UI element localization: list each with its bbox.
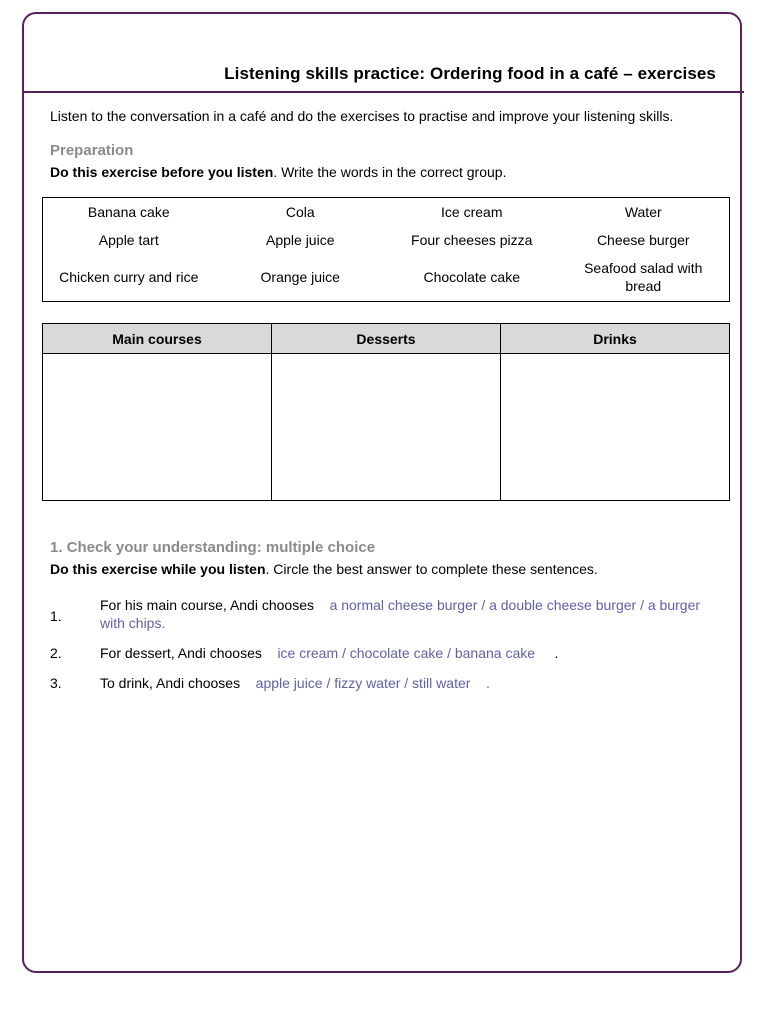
word-item: Orange juice bbox=[260, 269, 340, 285]
word-bank-row bbox=[43, 198, 729, 226]
word-bank-table bbox=[43, 198, 729, 300]
desserts-answer-cell[interactable] bbox=[272, 354, 501, 501]
word-item: Ice cream bbox=[441, 204, 503, 220]
item-text bbox=[100, 674, 720, 692]
answer-options[interactable]: ice cream / chocolate cake / banana cake bbox=[277, 645, 536, 661]
word-item: Cola bbox=[285, 204, 315, 220]
item-number: 1. bbox=[50, 608, 62, 624]
item-prompt: To drink, Andi chooses bbox=[100, 675, 241, 691]
preparation-heading: Preparation bbox=[50, 142, 134, 159]
word-bank bbox=[42, 197, 730, 302]
item-prompt: For his main course, Andi chooses bbox=[100, 597, 314, 613]
preparation-instruction-rest: . Write the words in the correct group. bbox=[273, 164, 507, 180]
list-item bbox=[50, 674, 720, 698]
item-number: 2. bbox=[50, 645, 62, 661]
item-end: . bbox=[554, 645, 559, 661]
groups-header-row bbox=[43, 324, 730, 354]
word-bank-row bbox=[43, 226, 729, 254]
page-title: Listening skills practice: Ordering food in a café – exercises bbox=[224, 64, 716, 83]
answer-options[interactable]: a normal cheese burger / a double cheese burger / a burger with chips. bbox=[100, 597, 701, 631]
word-item: Chocolate cake bbox=[423, 269, 520, 285]
word-item: Apple juice bbox=[266, 232, 335, 248]
group-header-desserts: Desserts bbox=[272, 324, 501, 354]
groups-answer-row bbox=[43, 354, 730, 501]
exercise1-instruction bbox=[50, 561, 598, 577]
exercise1-heading: 1. Check your understanding: multiple choice bbox=[50, 539, 376, 556]
multiple-choice-list bbox=[50, 596, 720, 698]
intro-text: Listen to the conversation in a café and do the exercises to practise and improve your listening skills. bbox=[50, 108, 674, 124]
word-item: Seafood salad with bread bbox=[584, 260, 703, 294]
word-item: Cheese burger bbox=[596, 232, 690, 248]
word-item: Chicken curry and rice bbox=[59, 269, 199, 285]
word-item: Apple tart bbox=[98, 232, 159, 248]
drinks-answer-cell[interactable] bbox=[501, 354, 730, 501]
header-divider bbox=[24, 91, 744, 93]
group-header-main-courses: Main courses bbox=[43, 324, 272, 354]
word-item: Water bbox=[624, 204, 662, 220]
item-end: . bbox=[485, 675, 490, 691]
word-bank-row bbox=[43, 254, 729, 300]
main-courses-answer-cell[interactable] bbox=[43, 354, 272, 501]
exercise1-instruction-bold: Do this exercise while you listen bbox=[50, 561, 266, 577]
item-number: 3. bbox=[50, 675, 62, 691]
preparation-instruction bbox=[50, 164, 506, 180]
groups-table bbox=[42, 323, 730, 501]
item-text bbox=[100, 596, 720, 632]
list-item bbox=[50, 644, 720, 674]
preparation-instruction-bold: Do this exercise before you listen bbox=[50, 164, 274, 180]
group-header-drinks: Drinks bbox=[501, 324, 730, 354]
word-item: Four cheeses pizza bbox=[411, 232, 533, 248]
item-prompt: For dessert, Andi chooses bbox=[100, 645, 262, 661]
word-item: Banana cake bbox=[87, 204, 170, 220]
exercise1-instruction-rest: . Circle the best answer to complete these sentences. bbox=[265, 561, 598, 577]
item-text bbox=[100, 644, 720, 662]
answer-options[interactable]: apple juice / fizzy water / still water bbox=[255, 675, 471, 691]
list-item bbox=[50, 596, 720, 644]
